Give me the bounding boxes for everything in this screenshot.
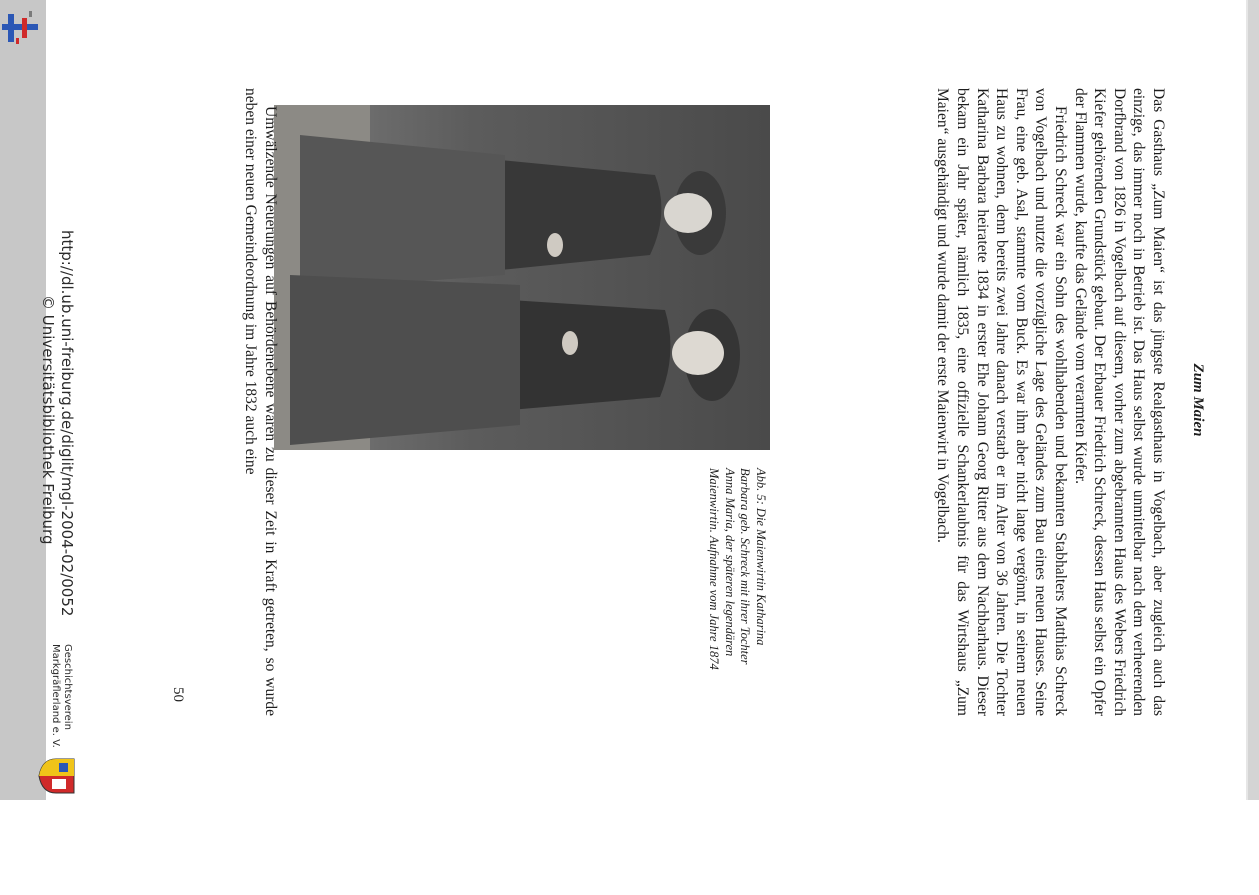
body-text-bottom — [241, 88, 280, 716]
copyright-notice: © Universitätsbibliothek Freiburg — [39, 295, 57, 545]
figure-caption — [706, 468, 768, 738]
historic-photo — [274, 105, 770, 450]
paragraph: Das Gasthaus „Zum Maien“ ist das jüngste Realgasthaus in Vogelbach, aber zugleich auch das einzige, das immer noch in Betrieb ist. Das Haus selbst wurde unmittelbar nach dem verheerenden Dorfbrand von 1826 in Vogelbach auf diesem, vorher zum abgebrannten Haus des Webers Friedrich Kiefer gehörenden Grundstück gebaut. Der Erbauer Friedrich Schreck, dessen Haus selbst ein Opfer der Flammen wurde, kaufte das Gelände vom verarmten Kiefer. — [1071, 88, 1167, 716]
right-gray-panel — [1248, 0, 1259, 800]
coat-of-arms-icon — [38, 757, 76, 795]
body-text-top — [933, 88, 1168, 716]
caption-line: Maienwirtin. Aufnahme vom Jahre 1874 — [707, 468, 722, 670]
library-logo-icon — [2, 8, 38, 48]
running-head: Zum Maien — [1190, 363, 1206, 437]
page-number: 50 — [170, 687, 186, 702]
caption-line: Barbara geb. Schreck mit ihrer Tochter — [738, 468, 753, 665]
society-line: Geschichtsverein — [62, 644, 73, 730]
caption-line: Abb. 5: Die Maienwirtin Katharina — [754, 468, 768, 646]
paragraph: Umwälzende Neuerungen auf Behördenebene waren zu dieser Zeit in Kraft getreten, so wurde neben einer neuen Gemeindeordnung im Jahre 1832 auch eine — [242, 88, 279, 716]
society-line: Markgräflerland e. V. — [50, 644, 61, 748]
permalink-url[interactable]: http://dl.ub.uni-freiburg.de/diglit/mgl-2004-02/0052 — [58, 230, 76, 617]
scanned-page — [39, 0, 1246, 800]
paragraph: Friedrich Schreck war ein Sohn des wohlhabenden und bekannten Stabhalters Matthias Schreck von Vogelbach und nutzte die vorzügliche Lage des Geländes zum Bau eines neuen Hauses. Seine Frau, eine geb. Asal, stammte vom Buck. Es war ihm aber nicht lange vergönnt, in seinem neuen Haus zu wohnen, denn bereits zwei Jahre danach verstarb er im Alter von 36 Jahren. Die Tochter Katharina Barbara heiratete 1834 in erster Ehe Johann Georg Ritter aus dem Nachbarhaus. Dieser bekam ein Jahr später, nämlich 1835, eine offizielle Schankerlaubnis für das Wirtshaus „Zum Maien“ ausgehändigt und wurde damit der erste Maienwirt in Vogelbach. — [934, 88, 1070, 716]
caption-line: Anna Maria, der späteren legendären — [723, 468, 737, 657]
rotated-page-content — [39, 0, 1246, 800]
